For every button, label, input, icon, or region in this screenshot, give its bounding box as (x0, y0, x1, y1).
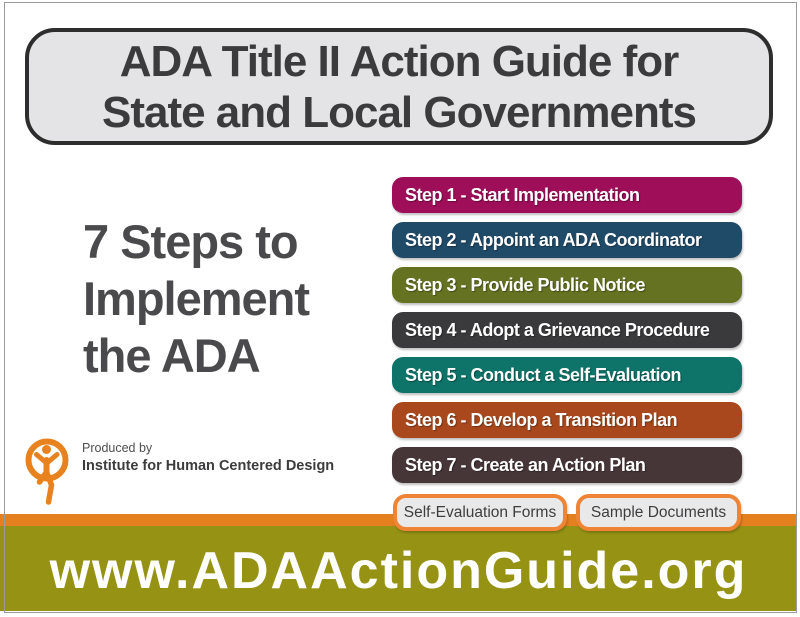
footer-banner (0, 526, 797, 611)
step-label: Step 3 - Provide Public Notice (405, 274, 646, 295)
heading-line-2: Implement (83, 272, 310, 325)
step-label: Step 2 - Appoint an ADA Coordinator (405, 229, 702, 250)
heading-line-1: 7 Steps to (83, 215, 298, 268)
step-bar[interactable] (392, 447, 742, 483)
producer-credit (20, 434, 334, 508)
step-label: Step 4 - Adopt a Grievance Procedure (405, 319, 710, 340)
producer-name: Institute for Human Centered Design (82, 458, 335, 474)
ihcd-person-in-circle-icon (20, 434, 76, 508)
website-url-link[interactable]: www.ADAActionGuide.org (49, 541, 748, 600)
step-label: Step 6 - Develop a Transition Plan (405, 409, 678, 430)
step-bar[interactable] (392, 222, 742, 258)
steps-list (392, 177, 742, 492)
produced-by-label: Produced by (82, 441, 153, 455)
producer-text (82, 440, 334, 476)
step-bar[interactable] (392, 267, 742, 303)
resource-buttons-row (393, 494, 741, 531)
step-label: Step 7 - Create an Action Plan (405, 454, 646, 475)
step-bar[interactable] (392, 357, 742, 393)
title-line-1: ADA Title II Action Guide for (119, 36, 679, 86)
step-label: Step 1 - Start Implementation (405, 184, 640, 205)
step-label: Step 5 - Conduct a Self-Evaluation (405, 364, 682, 385)
title-banner (25, 28, 773, 145)
heading-line-3: the ADA (83, 329, 260, 382)
step-bar[interactable] (392, 312, 742, 348)
title-line-2: State and Local Governments (101, 87, 697, 137)
self-evaluation-forms-button[interactable]: Self-Evaluation Forms (393, 494, 567, 531)
page-heading (83, 213, 309, 384)
step-bar[interactable] (392, 177, 742, 213)
step-bar[interactable] (392, 402, 742, 438)
sample-documents-button[interactable]: Sample Documents (576, 494, 741, 531)
